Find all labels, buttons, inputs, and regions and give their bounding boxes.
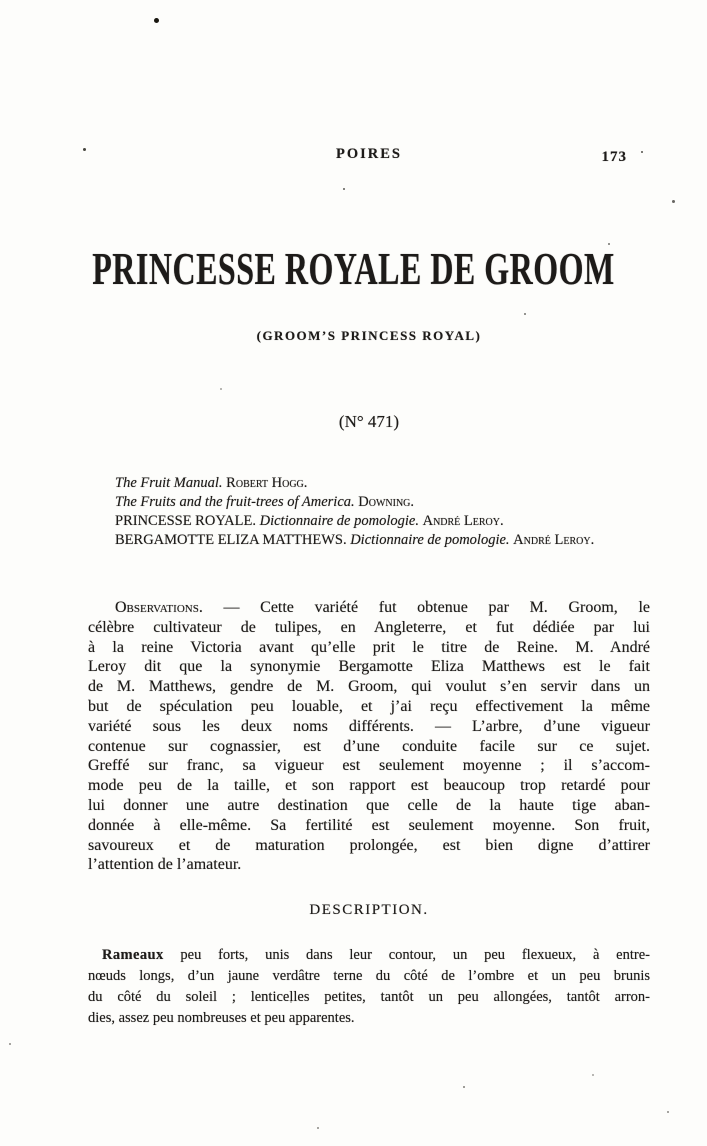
- text-line: de M. Matthews, gendre de M. Groom, qui voulut s’en servir dans un: [88, 678, 650, 696]
- reference-segment: PRINCESSE ROYALE.: [115, 513, 260, 529]
- ink-speckle: [220, 388, 222, 390]
- ink-speckle: [343, 188, 345, 190]
- reference-entry: [88, 493, 628, 512]
- text-line: contenue sur cognassier, est d’une conduite facile sur ce sujet.: [88, 737, 650, 755]
- ink-speckle: [154, 18, 159, 23]
- text-line: lui donner une autre destination que celle de la haute tige aban-: [88, 796, 650, 814]
- reference-segment: BERGAMOTTE ELIZA MATTHEWS.: [115, 532, 351, 548]
- variety-subtitle: (GROOM’S PRINCESS ROYAL): [256, 328, 482, 343]
- reference-segment: Dictionnaire de pomologie.: [259, 513, 423, 529]
- text-line: du côté du soleil ; lenticelles petites, tantôt un peu allongées, tantôt arron-: [88, 989, 650, 1005]
- ink-speckle: [667, 1111, 669, 1113]
- reference-list: [88, 474, 628, 550]
- variety-catalog-number: (N° 471): [338, 412, 400, 431]
- text-line: Rameaux peu forts, unis dans leur contour, un peu flexueux, à entre-: [102, 947, 650, 963]
- variety-title: PRINCESSE ROYALE DE GROOM: [92, 243, 615, 295]
- ink-speckle: [317, 1127, 319, 1129]
- running-header: POIRES: [336, 146, 402, 162]
- reference-entry: [88, 474, 628, 493]
- text-line: l’attention de l’amateur.: [88, 856, 242, 874]
- reference-segment: Robert Hogg.: [226, 475, 308, 491]
- ink-speckle: [9, 1043, 11, 1045]
- reference-entry: [88, 512, 628, 531]
- text-line: Observations. — Cette variété fut obtenue par M. Groom, le: [115, 599, 650, 616]
- reference-segment: Downing.: [358, 494, 415, 510]
- paragraph-lead: Observations.: [115, 599, 203, 616]
- paragraph-lead: Rameaux: [102, 947, 164, 963]
- text-line: mode peu de la taille, et son rapport est beaucoup trop retardé pour: [88, 777, 650, 795]
- ink-speckle: [83, 148, 86, 151]
- ink-speckle: [463, 1086, 465, 1088]
- text-line: savoureux et de maturation prolongée, est bien digne d’attirer: [88, 836, 650, 854]
- page-number: 173: [601, 149, 627, 165]
- text-line: à la reine Victoria avant qu’elle prit le titre de Reine. M. André: [88, 638, 650, 656]
- ink-speckle: [672, 200, 675, 203]
- ink-speckle: [592, 1074, 594, 1076]
- description-paragraph: [88, 945, 650, 1029]
- reference-segment: Dictionnaire de pomologie.: [350, 532, 514, 548]
- observations-paragraph: [88, 598, 650, 875]
- reference-entry: [88, 531, 628, 550]
- reference-segment: André Leroy.: [422, 513, 504, 529]
- text-line: célèbre cultivateur de tulipes, en Angleterre, et fut dédiée par lui: [88, 618, 650, 636]
- reference-segment: The Fruit Manual.: [115, 475, 227, 491]
- text-line: Leroy dit que la synonymie Bergamotte Eliza Matthews est le fait: [88, 658, 650, 676]
- text-line: donnée à elle-même. Sa fertilité est seulement moyenne. Son fruit,: [88, 816, 650, 834]
- description-heading: DESCRIPTION.: [309, 902, 429, 918]
- text-line: nœuds longs, d’un jaune verdâtre terne du côté de l’ombre et un peu brunis: [88, 968, 650, 984]
- text-line: Greffé sur franc, sa vigueur est seulement moyenne ; il s’accom-: [88, 757, 650, 775]
- ink-speckle: [524, 313, 526, 315]
- reference-segment: The Fruits and the fruit-trees of America.: [115, 494, 359, 510]
- reference-segment: André Leroy.: [513, 532, 595, 548]
- text-line: variété sous les deux noms différents. — L’arbre, d’une vigueur: [88, 717, 650, 735]
- text-line: dies, assez peu nombreuses et peu apparentes.: [88, 1010, 355, 1026]
- text-line: but de spéculation peu louable, et j’ai reçu effectivement la même: [88, 697, 650, 715]
